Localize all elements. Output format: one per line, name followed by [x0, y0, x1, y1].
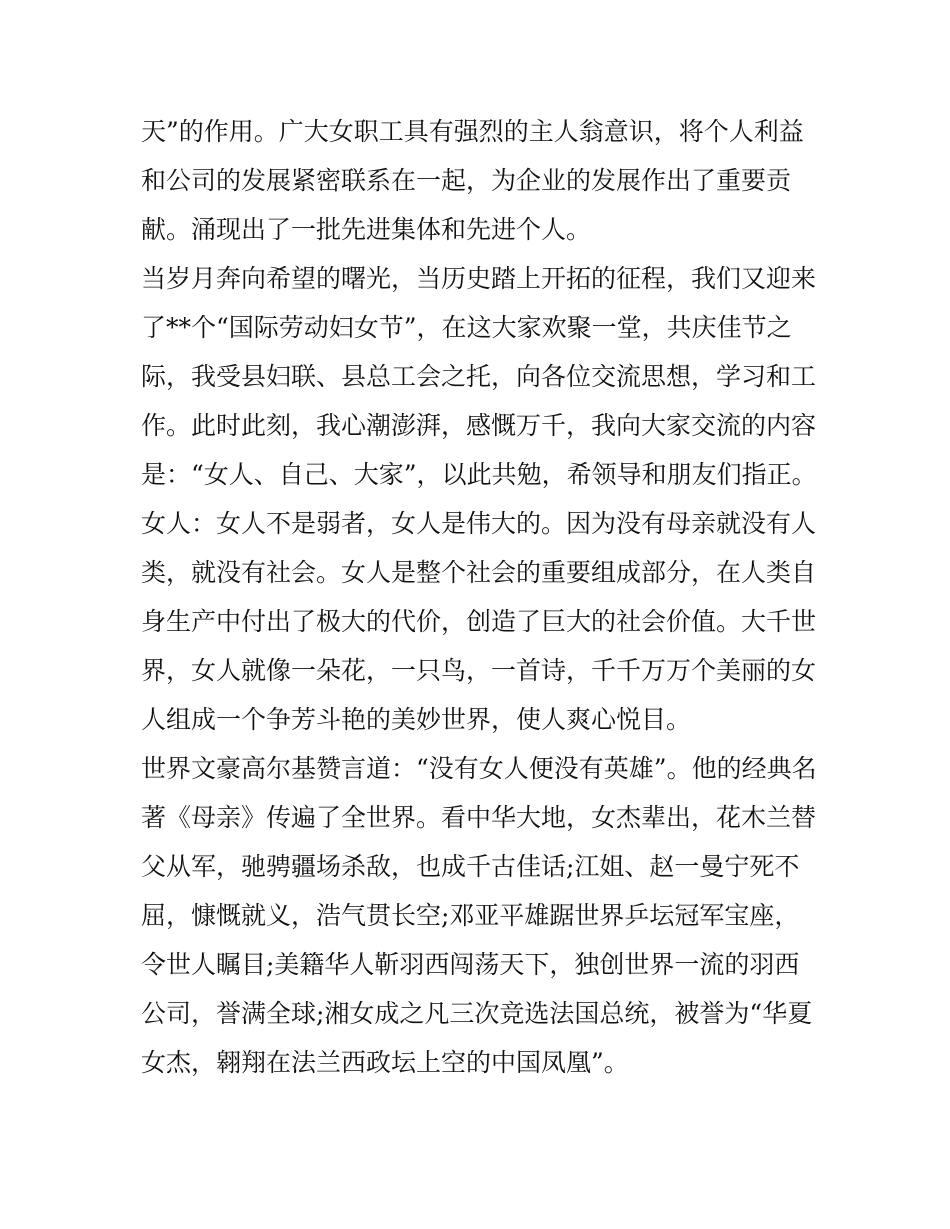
- text-line: 屈，慷慨就义，浩气贯长空;邓亚平雄踞世界乒坛冠军宝座，: [141, 901, 800, 930]
- text-line: 际，我受县妇联、县总工会之托，向各位交流思想，学习和工: [141, 362, 817, 391]
- text-line: 父从军，驰骋疆场杀敌，也成千古佳话;江姐、赵一曼宁死不: [141, 852, 800, 881]
- text-line: 女人：女人不是弱者，女人是伟大的。因为没有母亲就没有人: [141, 509, 817, 538]
- text-line: 身生产中付出了极大的代价，创造了巨大的社会价值。大千世: [141, 607, 817, 636]
- text-line: 著《母亲》传遍了全世界。看中华大地，女杰辈出，花木兰替: [141, 803, 817, 832]
- text-line: 是：“女人、自己、大家”，以此共勉，希领导和朋友们指正。: [141, 460, 817, 489]
- text-line: 类，就没有社会。女人是整个社会的重要组成部分，在人类自: [141, 558, 817, 587]
- text-line: 令世人瞩目;美籍华人靳羽西闯荡天下，独创世界一流的羽西: [141, 950, 800, 979]
- text-line: 人组成一个争芳斗艳的美妙世界，使人爽心悦目。: [141, 705, 692, 734]
- text-line: 和公司的发展紧密联系在一起，为企业的发展作出了重要贡: [141, 166, 792, 195]
- text-line: 了**个“国际劳动妇女节”，在这大家欢聚一堂，共庆佳节之: [141, 313, 792, 342]
- text-line: 献。涌现出了一批先进集体和先进个人。: [141, 215, 592, 244]
- text-line: 女杰，翱翔在法兰西政坛上空的中国凤凰”。: [141, 1048, 629, 1077]
- text-line: 公司，誉满全球;湘女成之凡三次竞选法国总统，被誉为“华夏: [141, 999, 813, 1028]
- text-line: 世界文豪高尔基赞言道：“没有女人便没有英雄”。他的经典名: [141, 754, 817, 783]
- text-line: 界，女人就像一朵花，一只鸟，一首诗，千千万万个美丽的女: [141, 656, 817, 685]
- text-line: 当岁月奔向希望的曙光，当历史踏上开拓的征程，我们又迎来: [141, 264, 817, 293]
- text-line: 天”的作用。广大女职工具有强烈的主人翁意识，将个人利益: [141, 117, 804, 146]
- text-line: 作。此时此刻，我心潮澎湃，感慨万千，我向大家交流的内容: [141, 411, 817, 440]
- body-text: [141, 107, 821, 1087]
